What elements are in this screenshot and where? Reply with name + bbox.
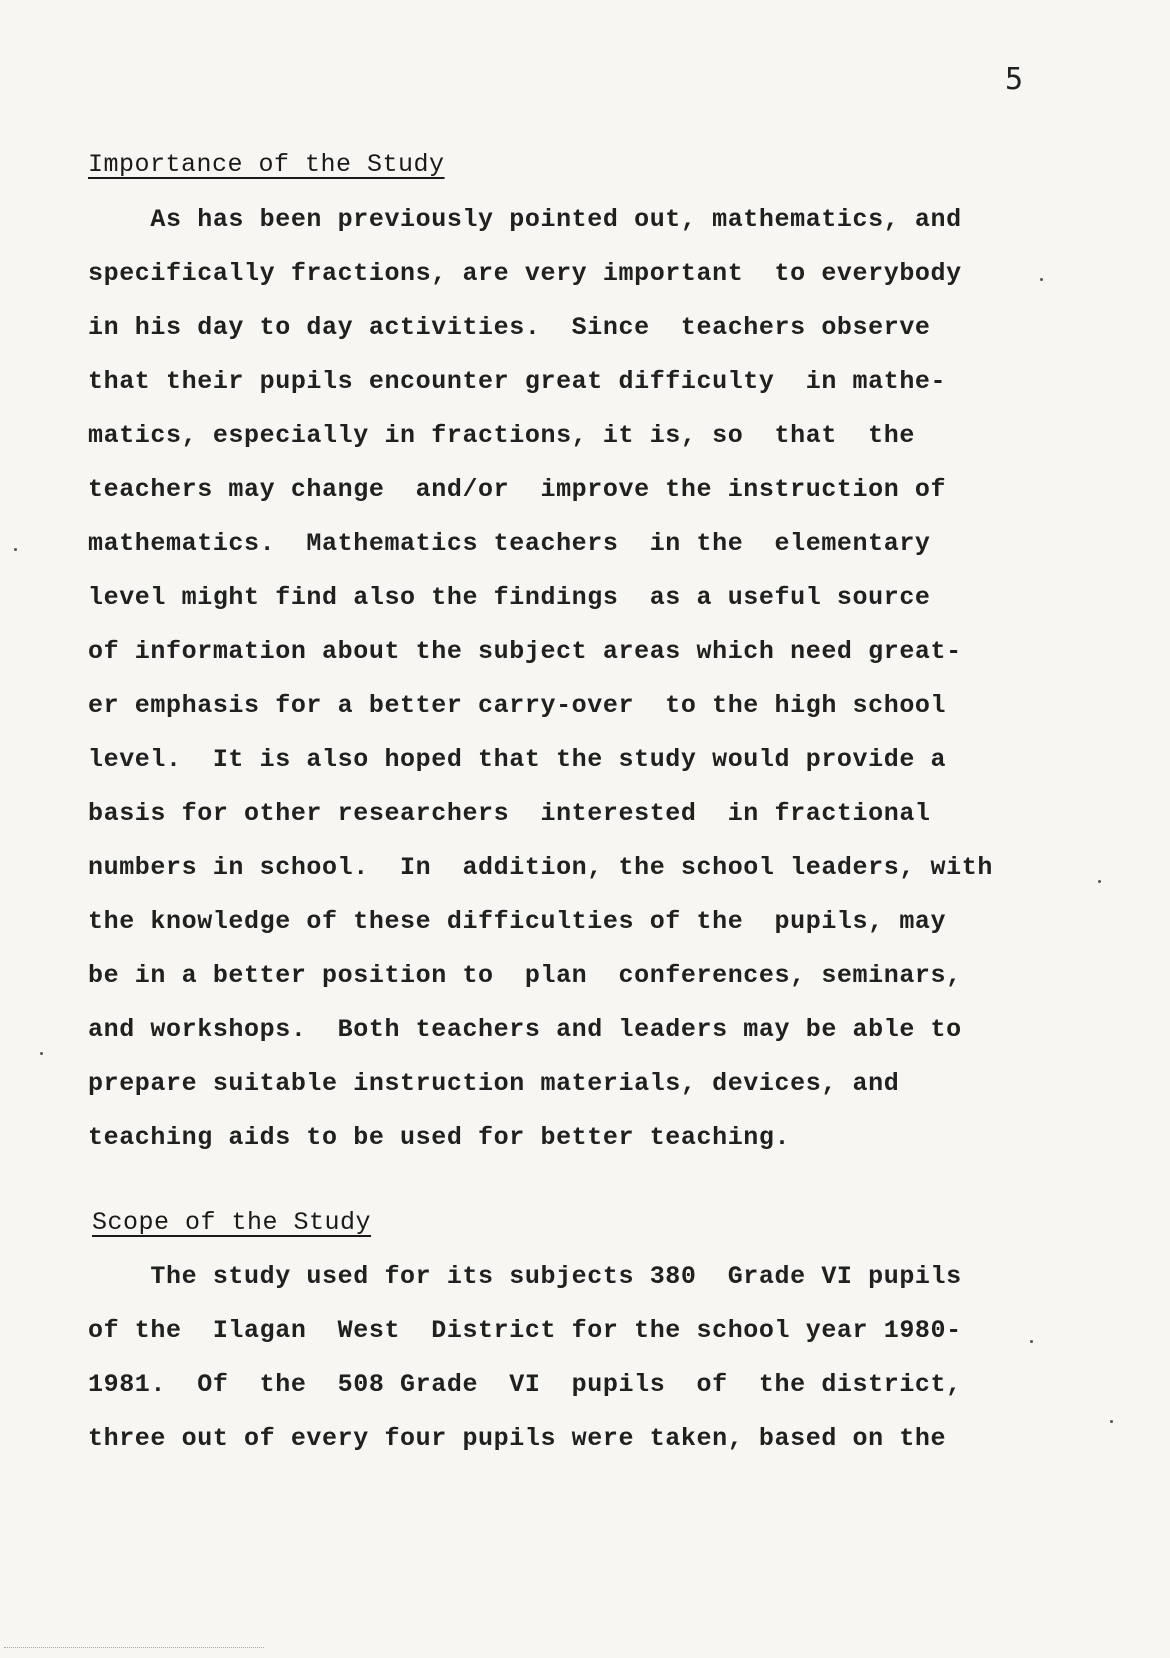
text-line: specifically fractions, are very important to everybody (88, 259, 962, 288)
text-line: be in a better position to plan conferences, seminars, (88, 961, 962, 990)
text-line: The study used for its subjects 380 Grade VI pupils (88, 1262, 962, 1291)
text-line: mathematics. Mathematics teachers in the elementary (88, 529, 931, 558)
paragraph-scope (88, 1250, 1038, 1466)
section-heading-importance: Importance of the Study (88, 150, 445, 179)
text-line: basis for other researchers interested in fractional (88, 799, 931, 828)
text-line: matics, especially in fractions, it is, so that the (88, 421, 915, 450)
text-line: three out of every four pupils were taken, based on the (88, 1424, 947, 1453)
scan-speck (1098, 880, 1101, 883)
text-line: the knowledge of these difficulties of the pupils, may (88, 907, 947, 936)
text-line: As has been previously pointed out, mathematics, and (88, 205, 962, 234)
text-line: 1981. Of the 508 Grade VI pupils of the district, (88, 1370, 962, 1399)
paragraph-importance (88, 193, 1038, 1165)
scan-speck (1030, 1340, 1033, 1343)
text-line: er emphasis for a better carry-over to the high school (88, 691, 947, 720)
scan-footer-noise (4, 1647, 264, 1654)
text-line: of the Ilagan West District for the school year 1980- (88, 1316, 962, 1345)
text-line: teaching aids to be used for better teaching. (88, 1123, 791, 1152)
text-line: level might find also the findings as a useful source (88, 583, 931, 612)
scan-speck (1110, 1420, 1113, 1423)
text-line: level. It is also hoped that the study would provide a (88, 745, 947, 774)
text-line: prepare suitable instruction materials, devices, and (88, 1069, 900, 1098)
text-line: that their pupils encounter great difficulty in mathe- (88, 367, 947, 396)
text-line: in his day to day activities. Since teachers observe (88, 313, 931, 342)
text-line: and workshops. Both teachers and leaders may be able to (88, 1015, 962, 1044)
scan-speck (1040, 278, 1043, 281)
scan-speck (14, 548, 17, 551)
text-line: teachers may change and/or improve the instruction of (88, 475, 947, 504)
scan-speck (40, 1052, 43, 1055)
page-number: 5 (1005, 62, 1024, 97)
text-line: numbers in school. In addition, the school leaders, with (88, 853, 993, 882)
section-heading-scope: Scope of the Study (92, 1208, 372, 1237)
text-line: of information about the subject areas which need great- (88, 637, 962, 666)
